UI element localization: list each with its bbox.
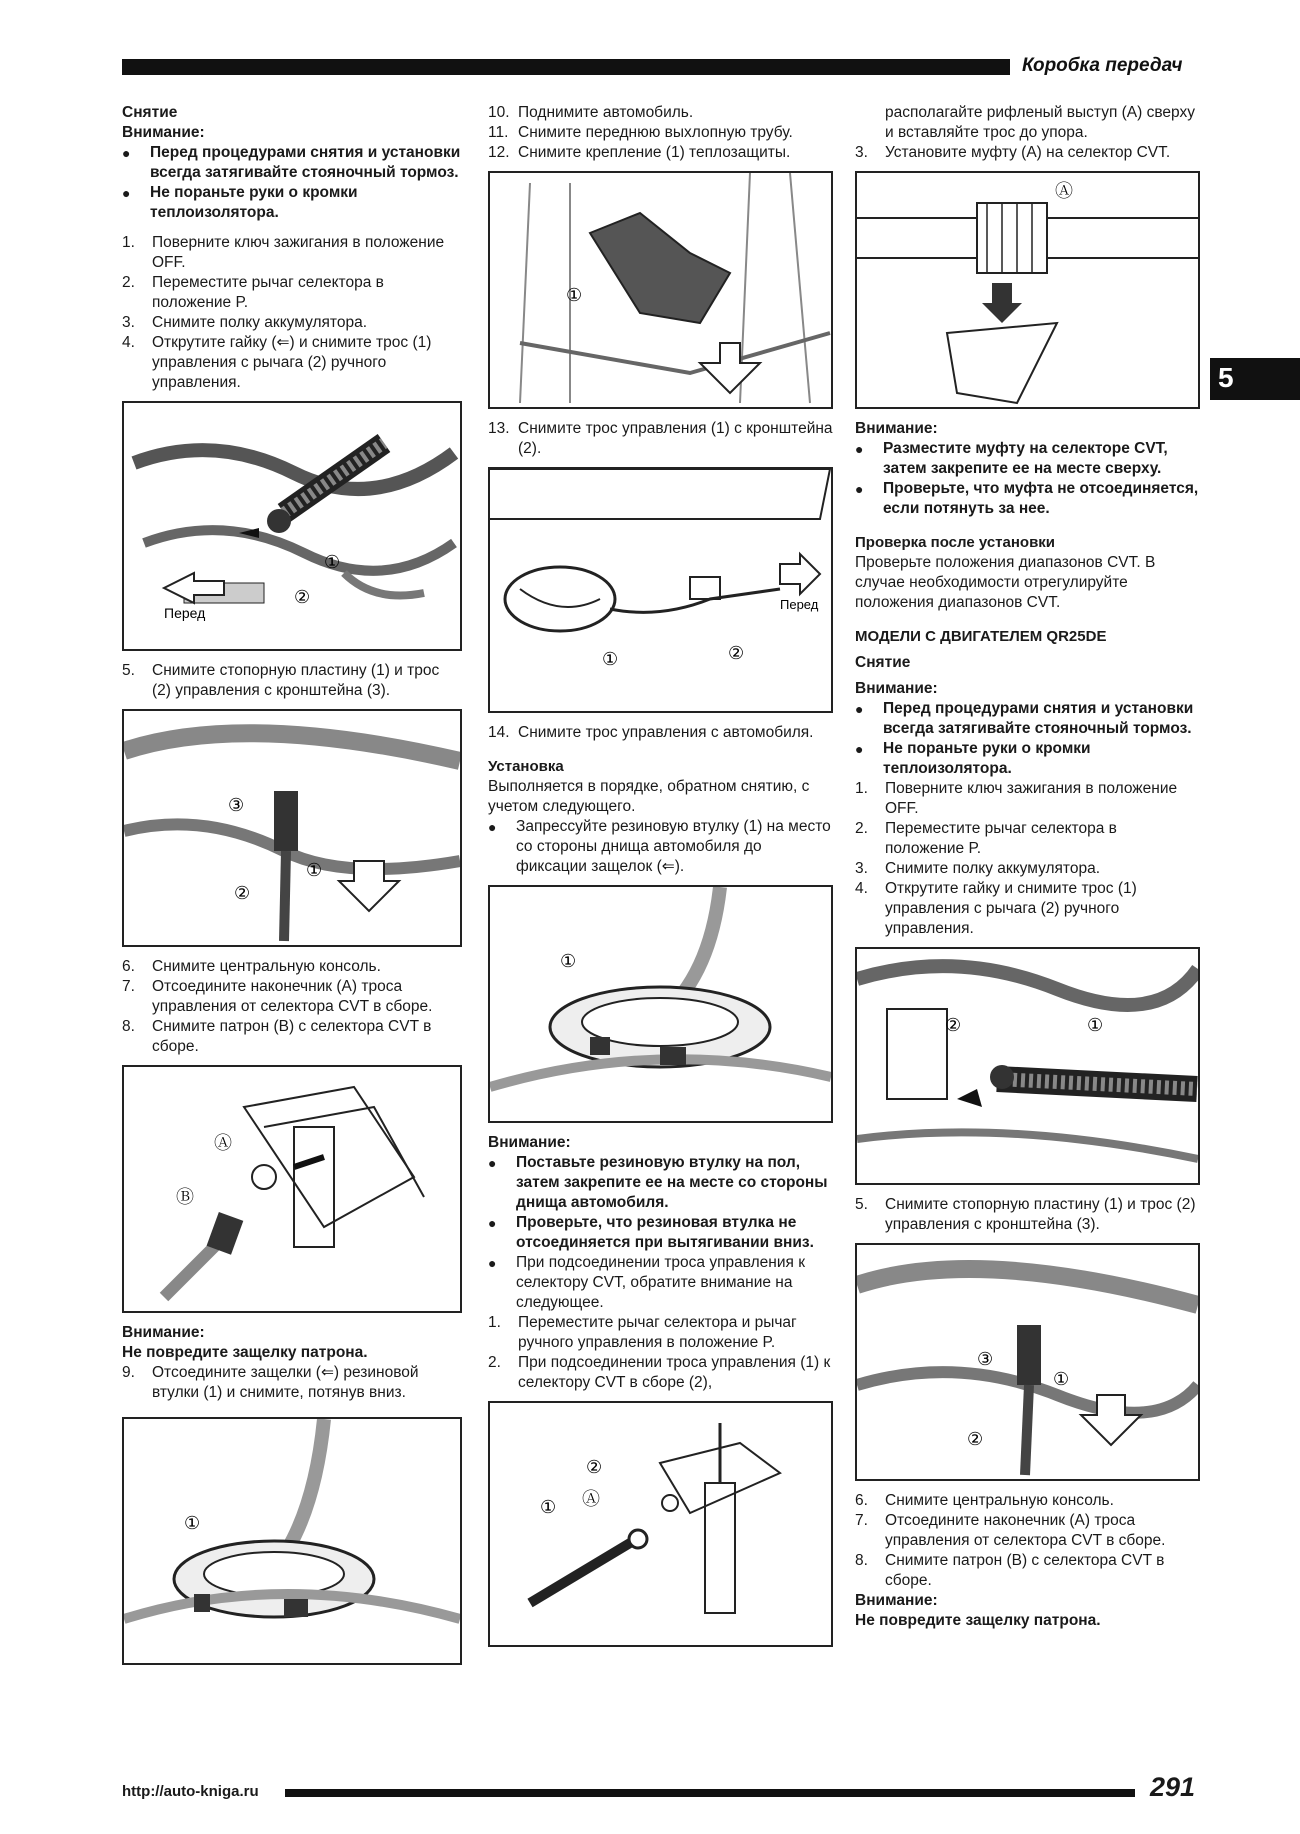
caution-item: ● Перед процедурами снятия и установки всегда затягивайте стояночный тормоз. (855, 700, 1194, 737)
step: 1. Переместите рычаг селектора и рычаг ручного управления в положение P. (488, 1314, 797, 1351)
install-item: ● Запрессуйте резиновую втулку (1) на место со стороны днища автомобиля до фиксации защелок (⇐). (488, 818, 831, 875)
caution-label: Внимание: (488, 1134, 571, 1151)
step: 8. Снимите патрон (B) с селектора CVT в сборе. (122, 1018, 432, 1055)
header-bar (122, 59, 1010, 75)
figure-coupling (855, 171, 1200, 409)
column-1 (122, 103, 462, 1675)
front-label: Перед (164, 605, 206, 621)
bullet-icon: ● (122, 185, 131, 201)
removal-heading: Снятие (855, 654, 911, 671)
step: 1. Поверните ключ зажигания в положение OFF. (855, 780, 1178, 817)
figure-grommet (122, 1417, 462, 1665)
caution-label: Внимание: (855, 420, 938, 437)
step: 6. Снимите центральную консоль. (122, 958, 381, 975)
installation-heading: Установка (488, 758, 564, 775)
callout-2: ② (294, 587, 311, 607)
callout-1: ① (602, 649, 619, 669)
step: 3. Установите муфту (A) на селектор CVT. (855, 144, 1171, 161)
callout-2: ② (234, 883, 251, 903)
callout-2: ② (967, 1429, 984, 1449)
figure-selector-connect (488, 1401, 833, 1647)
footer-bar (285, 1789, 1135, 1797)
figure-qr25de-lock-plate (855, 1243, 1200, 1481)
step: 11. Снимите переднюю выхлопную трубу. (488, 124, 793, 141)
bullet-icon: ● (855, 481, 864, 497)
figure-grommet-install (488, 885, 833, 1123)
caution-item: ● При подсоединении троса управления к селектору CVT, обратите внимание на следующее. (488, 1254, 805, 1311)
caution-label: Внимание: (855, 1592, 938, 1609)
step: 7. Отсоедините наконечник (A) троса управления от селектора CVT в сборе. (122, 978, 433, 1015)
caution-label: Внимание: (855, 680, 938, 697)
callout-1: ① (324, 552, 341, 572)
figure-cable-bracket (488, 467, 833, 713)
step: 3. Снимите полку аккумулятора. (122, 314, 368, 331)
figure-lock-plate (122, 709, 462, 947)
caution-label: Внимание: (122, 1324, 205, 1341)
callout-1: ① (1053, 1369, 1070, 1389)
column-2 (488, 103, 833, 1657)
figure-qr25de-cable (855, 947, 1200, 1185)
callout-2: ② (586, 1457, 603, 1477)
callout-a: Ⓐ (1055, 181, 1073, 201)
caution-text: Не повредите защелку патрона. (855, 1612, 1101, 1629)
step: 2. Переместите рычаг селектора в положение P. (855, 820, 1117, 857)
callout-2: ② (728, 643, 745, 663)
bullet-icon: ● (855, 441, 864, 457)
page-header-title: Коробка передач (1022, 55, 1183, 76)
step: 1. Поверните ключ зажигания в положение OFF. (122, 234, 445, 271)
installation-text: Выполняется в порядке, обратном снятию, с учетом следующего. (488, 778, 810, 815)
step: 2. При подсоединении троса управления (1) к селектору CVT в сборе (2), (488, 1354, 831, 1391)
callout-1: ① (540, 1497, 557, 1517)
footer-url[interactable]: http://auto-kniga.ru (122, 1783, 259, 1800)
caution-label: Внимание: (122, 124, 205, 141)
callout-b: Ⓑ (176, 1187, 194, 1207)
check-text: Проверьте положения диапазонов CVT. В случае необходимости отрегулируйте положения диапазонов CVT. (855, 554, 1156, 611)
bullet-icon: ● (488, 1255, 497, 1271)
section-tab-number: 5 (1218, 362, 1234, 393)
models-heading: МОДЕЛИ С ДВИГАТЕЛЕМ QR25DE (855, 628, 1107, 645)
section-tab (1210, 358, 1300, 400)
caution-item: ● Поставьте резиновую втулку на пол, затем закрепите ее на месте со стороны днища автомобиля. (488, 1154, 828, 1211)
caution-item: ● Проверьте, что муфта не отсоединяется, если потянуть за нее. (855, 480, 1199, 517)
step: 7. Отсоедините наконечник (A) троса управления от селектора CVT в сборе. (855, 1512, 1166, 1549)
callout-1: ① (306, 860, 323, 880)
step: 3. Снимите полку аккумулятора. (855, 860, 1101, 877)
step: 6. Снимите центральную консоль. (855, 1492, 1114, 1509)
step: 10. Поднимите автомобиль. (488, 104, 694, 121)
step: 9. Отсоедините защелки (⇐) резиновой втулки (1) и снимите, потянув вниз. (122, 1364, 419, 1401)
bullet-icon: ● (855, 741, 864, 757)
figure-cvt-selector (122, 1065, 462, 1313)
callout-1: ① (1087, 1015, 1104, 1035)
step: 12. Снимите крепление (1) теплозащиты. (488, 144, 791, 161)
step: 5. Снимите стопорную пластину (1) и трос (2) управления с кронштейна (3). (855, 1196, 1196, 1233)
callout-3: ③ (228, 795, 245, 815)
caution-item: ● Разместите муфту на селекторе CVT, затем закрепите ее на месте сверху. (855, 440, 1168, 477)
step: 14. Снимите трос управления с автомобиля. (488, 724, 814, 741)
step: 8. Снимите патрон (B) с селектора CVT в сборе. (855, 1552, 1165, 1589)
callout-1: ① (566, 285, 583, 305)
callout-a: Ⓐ (582, 1489, 600, 1509)
bullet-icon: ● (488, 1215, 497, 1231)
step: 4. Открутите гайку (⇐) и снимите трос (1) управления с рычага (2) ручного управления. (122, 334, 432, 391)
caution-item: ● Не пораньте руки о кромки теплоизолятора. (122, 184, 358, 221)
step: 13. Снимите трос управления (1) с кронштейна (2). (488, 420, 833, 457)
caution-item: ● Не пораньте руки о кромки теплоизолятора. (855, 740, 1091, 777)
bullet-icon: ● (488, 1155, 497, 1171)
figure-cable-nut (122, 401, 462, 651)
step: 2. Переместите рычаг селектора в положение P. (122, 274, 384, 311)
removal-heading: Снятие (122, 104, 178, 121)
bullet-icon: ● (855, 701, 864, 717)
callout-2: ② (945, 1015, 962, 1035)
callout-1: ① (184, 1513, 201, 1533)
bullet-icon: ● (488, 819, 497, 835)
step: 4. Открутите гайку и снимите трос (1) управления с рычага (2) ручного управления. (855, 880, 1137, 937)
check-heading: Проверка после установки (855, 534, 1056, 551)
step: 5. Снимите стопорную пластину (1) и трос (2) управления с кронштейна (3). (122, 662, 440, 699)
bullet-icon: ● (122, 145, 131, 161)
figure-heat-shield (488, 171, 833, 409)
column-3 (855, 103, 1200, 1631)
step-continuation: располагайте рифленый выступ (A) сверху и вставляйте трос до упора. (885, 104, 1195, 141)
caution-text: Не повредите защелку патрона. (122, 1344, 368, 1361)
callout-a: Ⓐ (214, 1133, 232, 1153)
callout-3: ③ (977, 1349, 994, 1369)
caution-item: ● Перед процедурами снятия и установки всегда затягивайте стояночный тормоз. (122, 144, 461, 181)
page-number: 291 (1150, 1772, 1196, 1802)
callout-1: ① (560, 951, 577, 971)
caution-item: ● Проверьте, что резиновая втулка не отсоединяется при вытягивании вниз. (488, 1214, 814, 1251)
front-label: Перед (780, 597, 819, 612)
